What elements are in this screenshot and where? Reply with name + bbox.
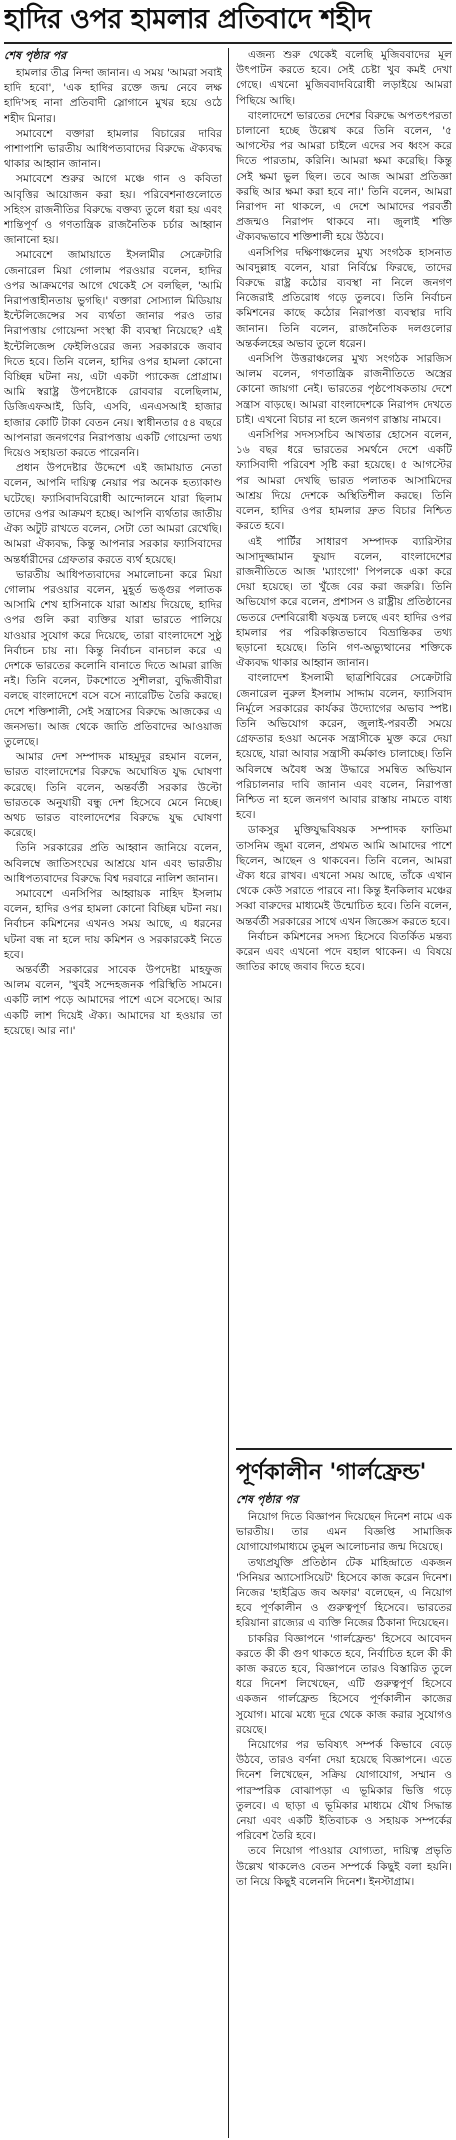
paragraph: সমাবেশে বক্তারা হামলার বিচারের দাবির পাশাপাশি ভারতীয় আধিপত্যবাদের বিরুদ্ধে ঐক্যবদ্ধ থাকার আহ্বান জানান। [4,127,222,171]
paragraph: এনসিপির সদস্যসচিব আখতার হোসেন বলেন, ১৬ বছর ধরে ভারতের সমর্থনে দেশে একটি ফ্যাসিবাদী পরিবেশ সৃষ্টি করা হয়েছে। ৫ আগস্টের পর আমরা দেখছি ভারত পলাতক আসামিদের আশ্রয় দিয়ে দেশকে অস্থিতিশীল করছে। তিনি বলেন, হাদির ওপর হামলার দ্রুত বিচার নিশ্চিত করতে হবে। [236,429,452,533]
paragraph: ভারতীয় আধিপত্যবাদের সমালোচনা করে মিয়া গোলাম পরওয়ার বলেন, মুহূর্ত ভঙ্গুর পলাতক আসামি শেখ হাসিনাকে যারা আশ্রয় দিয়েছে, হাদির ওপর গুলি করা ব্যক্তির যারা ভারতে পালিয়ে যাওয়ার সুযোগ করে দিয়েছে, তারা বাংলাদেশে সুষ্ঠু নির্বাচন চায় না। কিন্তু নির্বাচন বানচাল করে এ দেশকে ভারতের কলোনি বানাতে দিতে আমরা রাজি নই। তিনি বলেন, টকশোতে সুশীলরা, বুদ্ধিজীবীরা বলছে বাংলাদেশে বসে বসে ন্যারেটিভ তৈরি করছে। দেশে শক্তিশালী, সেই সন্ত্রাসের বিরুদ্ধে আজকের এ জনসভা। আজ থেকে জাতি প্রতিবাদের আওয়াজ তুলেছে। [4,568,222,748]
second-article-body [236,1492,452,2138]
paragraph: তিনি সরকারের প্রতি আহ্বান জানিয়ে বলেন, অবিলম্বে জাতিসংঘের আশ্রয়ে যান এবং ভারতীয় আধিপত্যবাদের বিরুদ্ধে বিশ্ব দরবারে নালিশ জানান। [4,842,222,885]
paragraph: চাকরির বিজ্ঞাপনে 'গার্লফ্রেন্ড' হিসেবে আবেদন করতে কী কী গুণ থাকতে হবে, নির্বাচিত হলে কী কী কাজ করতে হবে, বিজ্ঞাপনে তারও বিস্তারিত তুলে ধরে দিনেশ লিখেছেন, এটি গুরুত্বপূর্ণ হিসেবে একজন গার্লফ্রেন্ড হিসেবে পূর্ণকালীন কাজের সুযোগ। মাঝে মধ্যে দূরে থেকে কাজ করার সুযোগও রয়েছে। [236,1632,452,1736]
paragraph: হামলার তীব্র নিন্দা জানান। এ সময় 'আমরা সবাই হাদি হবো', 'এক হাদির রক্তে জন্ম নেবে লক্ষ হাদি'সহ নানা প্রতিবাদী স্লোগানে মুখর হয়ে ওঠে শহীদ মিনার। [4,67,222,125]
paragraph: সমাবেশে শুরুর আগে মঞ্চে গান ও কবিতা আবৃত্তির আয়োজন করা হয়। পরিবেশনাগুলোতে সহিংস রাজনীতির বিরুদ্ধে বক্তব্য তুলে ধরা হয় এবং শান্তিপূর্ণ ও গণতান্ত্রিক রাজনৈতিক চর্চার আহ্বান জানানো হয়। [4,173,222,247]
article-column-left [4,48,222,2138]
paragraph: নিয়োগ দিতে বিজ্ঞাপন দিয়েছেন দিনেশ নামে এক ভারতীয়। তার এমন বিজ্ঞপ্তি সামাজিক যোগাযোগমাধ্যমে তুমুল আলোচনার জন্ম দিয়েছে। [236,1511,452,1554]
headline-rule [4,42,452,44]
paragraph: তথ্যপ্রযুক্তি প্রতিষ্ঠান টেক মাহিন্দ্রাতে একজন 'সিনিয়র অ্যাসোসিয়েট' হিসেবে কাজ করেন দিনেশ। নিজের 'হাইব্রিড জব অফার' বলেছেন, এ নিয়োগ হবে পূর্ণকালীন ও গুরুত্বপূর্ণ হিসেবে। ভারতের হরিয়ানা রাজ্যের এ ব্যক্তি নিজের ঠিকানা দিয়েছেন। [236,1556,452,1630]
continued-from-label: শেষ পৃষ্ঠার পর [4,49,67,62]
paragraph: এনসিপি উত্তরাঞ্চলের মুখ্য সংগঠক সারজিস আলম বলেন, গণতান্ত্রিক রাজনীতিতে অস্ত্রের কোনো জায়গা নেই। ভারতের পৃষ্ঠপোষকতায় দেশে সন্ত্রাস বাড়ছে। আমরা বাংলাদেশকে নিরাপদ দেখতে চাই। এখনো বিচার না হলে জনগণ রাস্তায় নামবে। [236,353,452,426]
column-divider [228,48,229,2138]
paragraph: ডাকসুর মুক্তিযুদ্ধবিষয়ক সম্পাদক ফাতিমা তাসনিম জুমা বলেন, প্রথমত আমি আমাদের পাশে ছিলেন, আছেন ও থাকবেন। তিনি বলেন, আমরা ঐক্য ধরে রাখব। এখনো সময় আছে, তাঁকে এখান থেকে কেউ সরাতে পারবে না। কিন্তু ইনকিলাব মঞ্চের সব্বা বারুদের মাধ্যমেই উন্মোচিত হবে। তিনি বলেন, অন্তর্বর্তী সরকারের সাথে এখন জিজ্ঞেস করতে হবে। [236,824,452,928]
paragraph: বাংলাদেশে ভারতের দেশের বিরুদ্ধে অপতৎপরতা চালানো হচ্ছে উল্লেখ করে তিনি বলেন, '৫ আগস্টের পর আমরা চাইলে এদের সব ধ্বংস করে দিতে পারতাম, করিনি। আমরা ক্ষমা করেছি। কিন্তু সেই ক্ষমা ভুল ছিল। তবে আজ আমরা প্রতিজ্ঞা করছি আর ক্ষমা করা হবে না।' তিনি বলেন, আমরা নিরাপদ না থাকলে, এ দেশে আমাদের পরবর্তী প্রজন্মও নিরাপদ থাকবে না। জুলাই শক্তি ঐক্যবদ্ধভাবে শক্তিশালী হয়ে উঠবে। [236,109,452,244]
paragraph: তবে নিয়োগ পাওয়ার যোগ্যতা, দায়িত্ব প্রভৃতি উল্লেখ থাকলেও বেতন সম্পর্কে কিছুই বলা হয়নি। তা নিয়ে কিছুই বলেননি দিনেশ। ইনস্টাগ্রাম। [236,1845,452,1888]
section-divider [236,1448,452,1450]
paragraph: এজন্য শুরু থেকেই বলেছি মুজিববাদের মূল উৎপাটন করতে হবে। সেই চেষ্টা খুব কমই দেখা গেছে। এখনো মুজিববাদবিরোধী লড়াইয়ে আমরা পিছিয়ে আছি। [236,49,452,107]
paragraph: আমার দেশ সম্পাদক মাহমুদুর রহমান বলেন, ভারত বাংলাদেশের বিরুদ্ধে অঘোষিত যুদ্ধ ঘোষণা করেছে। তিনি বলেন, অন্তর্বর্তী সরকার উল্টো ভারতকে অনুযায়ী বন্ধু দেশ হিসেবে মেনে নিচ্ছে। অথচ ভারত বাংলাদেশের বিরুদ্ধে যুদ্ধ ঘোষণা করেছে। [4,751,222,840]
continued-from-label: শেষ পৃষ্ঠার পর [236,1493,299,1506]
paragraph: সমাবেশে এনসিপির আহ্বায়ক নাহিদ ইসলাম বলেন, হাদির ওপর হামলা কোনো বিচ্ছিন্ন ঘটনা নয়। নির্বাচন কমিশনের এখনও সময় আছে, এ ধরনের ঘটনা বন্ধ না হলে দায় কমিশন ও সরকারকেই নিতে হবে। [4,887,222,961]
paragraph: সমাবেশে জামায়াতে ইসলামীর সেক্রেটারি জেনারেল মিয়া গোলাম পরওয়ার বলেন, হাদির ওপর আক্রমণের আগে থেকেই সে বলছিল, 'আমি নিরাপত্তাহীনতায় ভুগছি।' বক্তারা সোস্যাল মিডিয়ায় ইন্টেলিজেন্সের সব ব্যর্থতা জানার পরও তার নিরাপত্তায় গোয়েন্দা সংস্থা কী ব্যবস্থা নিয়েছে? এই ইন্টেলিজেন্স ফেইলিওরের জন্য সরকারকে জবাব দিতে হবে। তিনি বলেন, হাদির ওপর হামলা কোনো বিচ্ছিন্ন ঘটনা নয়, এটা একটা প্যাকেজ প্রোগ্রাম। আমি স্বরাষ্ট্র উপদেষ্টাকে রোববার বলেছিলাম, ডিজিএফআই, ডিবি, এসবি, এনএসআই হাজার হাজার কোটি টাকা বেতন নেয়। স্বাধীনতার ৫৪ বছরে আপনারা জনগণের নিরাপত্তায় একটি গোয়েন্দা তথ্য দিয়েও সহায়তা করতে পারেননি। [4,249,222,460]
paragraph: নির্বাচন কমিশনের সদস্য হিসেবে বিতর্কিত মন্তব্য করেন এবং এখনো পদে বহাল থাকেন। এ বিষয়ে জাতির কাছে জবাব দিতে হবে। [236,930,452,974]
second-article-headline: পূর্ণকালীন 'গার্লফ্রেন্ড' [236,1459,427,1485]
paragraph: এই পার্টির সাধারণ সম্পাদক ব্যারিস্টার আসাদুজ্জামান ফুয়াদ বলেন, বাংলাদেশের রাজনীতিতে আজ 'ম্যাংগো' পিপলকে একা করে দেয়া হয়েছে। তা খুঁজে বের করা জরুরি। তিনি অভিযোগ করে বলেন, প্রশাসন ও রাষ্ট্রীয় প্রতিষ্ঠানের ভেতরে দেশবিরোধী ষড়যন্ত্র চলছে এবং হাদির ওপর হামলার পর পরিকল্পিতভাবে বিভ্রান্তিকর তথ্য ছড়ানো হয়েছে। তিনি গণ-অভ্যুত্থানের শক্তিকে ঐক্যবদ্ধ থাকার আহ্বান জানান। [236,535,452,670]
article-column-right [236,48,452,1448]
article-headline: হাদির ওপর হামলার প্রতিবাদে শহীদ [4,4,371,35]
paragraph: অন্তর্বর্তী সরকারের সাবেক উপদেষ্টা মাহফুজ আলম বলেন, 'খুবই সন্দেহজনক পরিস্থিতি সামনে। একটি লাশ পড়ে আমাদের পাশে এসে বসেছে। আর একটি লাশ দিয়েই ঐক্য। আমাদের যা হওয়ার তা হয়েছে। আর না।' [4,963,222,1037]
paragraph: বাংলাদেশ ইসলামী ছাত্রশিবিরের সেক্রেটারি জেনারেল নুরুল ইসলাম সাদ্দাম বলেন, ফ্যাসিবাদ নির্মূলে সরকারের কার্যকর উদ্যোগের অভাব স্পষ্ট। তিনি অভিযোগ করেন, জুলাই-পরবর্তী সময়ে গ্রেফতার হওয়া অনেক সন্ত্রাসীকে মুক্ত করে দেয়া হয়েছে, যারা আবার সন্ত্রাসী কর্মকাণ্ড চালাচ্ছে। তিনি অবিলম্বে অবৈধ অস্ত্র উদ্ধারে সমন্বিত অভিযান পরিচালনার দাবি জানান এবং বলেন, নিরাপত্তা নিশ্চিত না হলে জনগণ আবার রাস্তায় নামতে বাধ্য হবে। [236,672,452,822]
paragraph: প্রধান উপদেষ্টার উদ্দেশে এই জামায়াত নেতা বলেন, আপনি দায়িত্ব নেয়ার পর অনেক হত্যাকাণ্ড ঘটেছে। ফ্যাসিবাদবিরোধী আন্দোলনে যারা ছিলাম তাদের ওপর আক্রমণ হচ্ছে। আপনি ব্যর্থতার জাতীয় ঐক্য অটুট রাখতে বলেন, সেটা তো আমরা রেখেছি। আমরা ঐক্যবদ্ধ, কিন্তু আপনার সরকার ফ্যাসিবাদের অন্তর্ধারীদের গ্রেফতার করতে ব্যর্থ হয়েছে। [4,462,222,566]
paragraph: নিয়োগের পর ভবিষ্যৎ সম্পর্ক কিভাবে বেড়ে উঠবে, তারও বর্ণনা দেয়া হয়েছে বিজ্ঞাপনে। এতে দিনেশ লিখেছেন, সক্রিয় যোগাযোগ, সম্মান ও পারস্পরিক বোঝাপড়া এ ভূমিকার ভিত্তি গড়ে তুলবে। এ ছাড়া এ ভূমিকার মাধ্যমে যৌথ সিদ্ধান্ত নেয়া এবং একটি ইতিবাচক ও সহায়ক সম্পর্কের পরিবেশ তৈরি হবে। [236,1739,452,1843]
paragraph: এনসিপির দক্ষিণাঞ্চলের মুখ্য সংগঠক হাসনাত আবদুল্লাহ বলেন, যারা নির্বিঘ্নে ফিরছে, তাদের বিরুদ্ধে রাষ্ট্র কঠোর ব্যবস্থা না নিলে জনগণ নিজেরাই প্রতিরোধ গড়ে তুলবে। তিনি নির্বাচন কমিশনের কাছে কঠোর নিরাপত্তা ব্যবস্থার দাবি জানান। তিনি বলেন, রাজনৈতিক দলগুলোর অন্তর্কলহের অভাব তুলে ধরেন। [236,246,452,350]
